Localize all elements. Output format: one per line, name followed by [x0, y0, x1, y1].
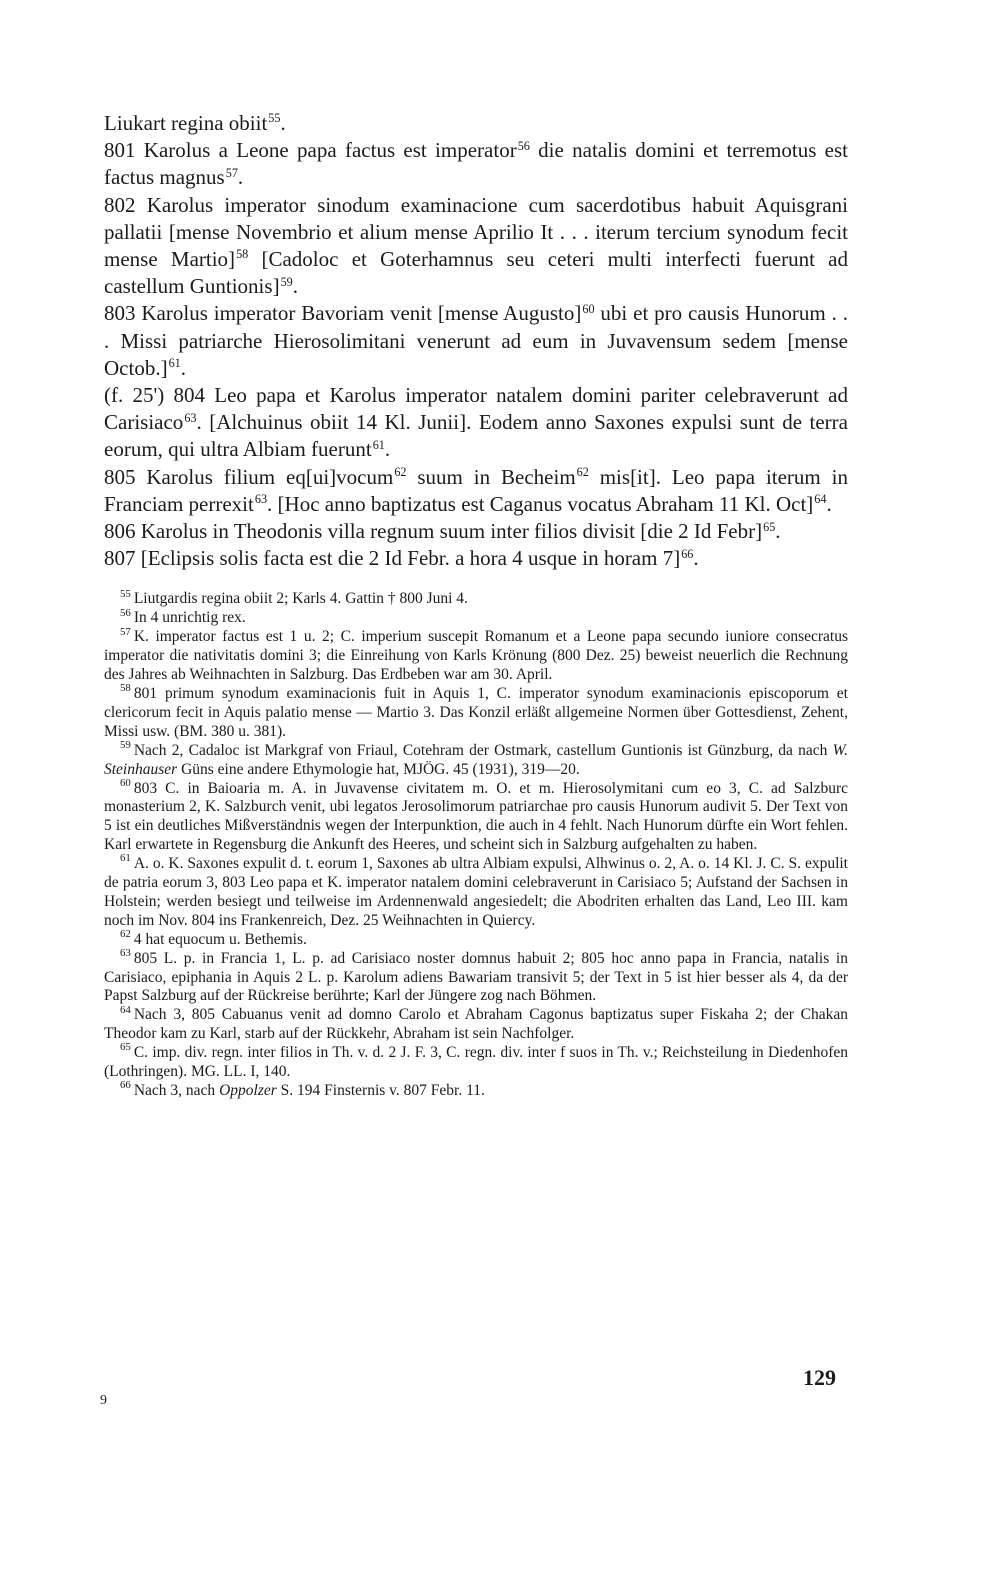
- text-run: 806 Karolus in Theodonis villa regnum suum inter filios divisit [die 2 Id Febr]: [104, 519, 763, 544]
- main-text: [104, 110, 848, 572]
- footnote-ref: 60: [120, 776, 131, 789]
- annal-entry: [104, 545, 848, 572]
- text-run: .: [280, 111, 286, 135]
- annal-entry: [104, 300, 848, 382]
- text-run: [Cadoloc et Goterhamnus seu ceteri multi interfecti fuerunt ad castellum Guntionis]: [104, 247, 849, 299]
- footnote: [104, 928, 848, 950]
- footnote-ref: 66: [120, 1079, 131, 1092]
- text-run: .: [237, 165, 244, 190]
- annal-entry: [104, 137, 848, 191]
- text-run: 4 hat equocum u. Bethemis.: [133, 930, 307, 948]
- footnote-ref: 65: [763, 519, 776, 534]
- footnote: [104, 587, 848, 609]
- footnote-ref: 65: [120, 1041, 131, 1054]
- footnote-ref: 57: [120, 625, 131, 638]
- footnote-ref: 59: [120, 738, 131, 751]
- text-run: suum in Becheim: [406, 464, 576, 489]
- footnote-ref: 61: [120, 852, 131, 865]
- footnote-ref: 62: [576, 465, 589, 480]
- footnote-ref: 59: [280, 274, 293, 289]
- text-run: A. o. K. Saxones expulit d. t. eorum 1, Saxones ab ultra Albiam expulsi, Alhwinus o. 2, A. o. 14 Kl. J. C. S. expulit de patria eorum 3, 803 Leo papa et K. imperator natalem domini celebraverunt in Carisiaco 5; Aufstand der Sachsen in Holstein; werden besiegt und teilweise im Ardennenwald angesiedelt; die Abodriten erhalten das Land, Leo III. kam noch im Nov. 804 ins Frankenreich, Dez. 25 Weihnachten in Quiercy.: [104, 855, 848, 929]
- text-run: Güns eine andere Ethymologie hat, MJÖG. 45 (1931), 319—20.: [177, 760, 580, 778]
- text-run: .: [693, 546, 699, 571]
- page-body: [104, 110, 848, 1101]
- text-run: ubi et pro causis Hunorum . . . Missi patriarche Hierosolimitani venerunt ad eum in Juvavensum sedem [mense Octob.]: [104, 301, 848, 380]
- text-run: die natalis domini et terremotus est factus magnus: [104, 138, 848, 190]
- footnotes: [104, 587, 848, 1100]
- annal-entry: [104, 464, 848, 518]
- annal-entry: [104, 518, 848, 545]
- annal-entry: [104, 382, 848, 464]
- footnote-ref: 62: [394, 465, 407, 480]
- footnote-ref: 60: [582, 301, 595, 316]
- text-run: .: [826, 491, 832, 516]
- text-run: . [Alchuinus obiit 14 Kl. Junii]. Eodem anno Saxones expulsi sunt de terra eorum, qui ultra Albiam fuerunt: [104, 410, 848, 462]
- text-run: In 4 unrichtig rex.: [133, 609, 246, 627]
- text-run: .: [180, 355, 186, 380]
- text-run: (f. 25') 804 Leo papa et Karolus imperator natalem domini pariter celebraverunt ad Carisiaco: [104, 383, 848, 435]
- text-run: .: [384, 437, 391, 462]
- text-run: 805 Karolus filium eq[ui]vocum: [104, 464, 394, 489]
- footnote-ref: 63: [254, 492, 268, 507]
- footnote: [104, 682, 848, 742]
- text-run: C. imp. div. regn. inter filios in Th. v. d. 2 J. F. 3, C. regn. div. inter f suos in Th. v.; Reichsteilung in Diedenhofen (Lothringen). MG. LL. I, 140.: [104, 1044, 848, 1081]
- footnote: [104, 606, 848, 628]
- footnote-ref: 55: [268, 111, 281, 126]
- text-run: 801 primum synodum examinacionis fuit in Aquis 1, C. imperator synodum examinacionis episcoporum et clericorum fecit in Aquis palatio mense — Martio 3. Das Konzil erläßt allgemeine Normen über Gottesdienst, Zehent, Missi usw. (BM. 380 u. 381).: [104, 684, 848, 740]
- footnote-ref: 61: [372, 437, 385, 452]
- text-run: Nach 2, Cadaloc ist Markgraf von Friaul, Cotehram der Ostmark, castellum Guntionis ist Günzburg, da nach: [133, 741, 833, 759]
- footnote-ref: 62: [120, 928, 131, 941]
- text-run: 802 Karolus imperator sinodum examinacione cum sacerdotibus habuit Aquisgrani pallatii [mense Novembrio et alium mense Aprilio It . . . iterum tercium synodum fecit mense Martio]: [104, 192, 848, 272]
- text-run: S. 194 Finsternis v. 807 Febr. 11.: [276, 1082, 485, 1100]
- text-run: Liutgardis regina obiit 2; Karls 4. Gattin † 800 Juni 4.: [133, 590, 468, 608]
- footnote-ref: 61: [168, 356, 181, 371]
- footnote-ref: 56: [120, 606, 131, 619]
- page-number: 129: [803, 1365, 836, 1390]
- footnote-ref: 57: [225, 165, 238, 180]
- footnote: [104, 1079, 848, 1101]
- text-run: mis[it]. Leo papa iterum in Franciam perrexit: [104, 464, 848, 516]
- footnote: [104, 946, 848, 1007]
- footnote-ref: 64: [814, 492, 827, 507]
- footnote-ref: 56: [517, 138, 530, 153]
- footnote: [104, 738, 848, 780]
- text-run: Liukart regina obiit: [104, 111, 268, 135]
- footnote: [104, 1041, 848, 1082]
- footnote-ref: 63: [184, 410, 197, 425]
- text-run: 803 Karolus imperator Bavoriam venit [mense Augusto]: [104, 301, 582, 326]
- text-run: Nach 3, nach: [133, 1082, 220, 1100]
- footnote-ref: 63: [120, 946, 131, 959]
- italic-name: Oppolzer: [219, 1082, 277, 1100]
- text-run: 803 C. in Baioaria m. A. in Juvavense civitatem m. O. et m. Hierosolymitani cum eo 3, C. ad Salzburc monasterium 2, K. Salzburch venit, ubi legatos Jerosolimorum patriarchae pro causis Hunorum audivit 5. Der Text von 5 ist ein deutliches Mißverständnis wegen der Interpunktion, die auch in 4 fehlt. Nach Hunorum dürfte ein Wort fehlen. Karl erwartete in Regensburg die Ankunft des Heeres, und scheint sich in Salzburg aufgehalten zu haben.: [104, 779, 848, 854]
- footnote-ref: 58: [236, 247, 249, 262]
- text-run: . [Hoc anno baptizatus est Caganus vocatus Abraham 11 Kl. Oct]: [267, 491, 814, 516]
- text-run: .: [775, 519, 781, 544]
- footnote: [104, 776, 848, 856]
- annal-entry: [104, 110, 848, 137]
- footnote: [104, 625, 848, 685]
- annal-entry: [104, 192, 848, 301]
- footnote-ref: 55: [120, 587, 131, 600]
- footnote-ref: 64: [120, 1003, 131, 1016]
- italic-name: W. Steinhauser: [104, 741, 848, 778]
- footnote-ref: 66: [681, 546, 694, 561]
- text-run: 805 L. p. in Francia 1, L. p. ad Carisiaco noster domnus habuit 2; 805 hoc anno papa in Francia, natalis in Carisiaco, epiphania in Aquis 2 L. p. Karolum adiens Bawariam transivit 5; der Text in 5 ist hier besser als 4, da der Papst Salzburg auf der Rückreise berührte; Karl der Jüngere zog nach Böhmen.: [104, 949, 848, 1005]
- footnote: [104, 852, 848, 931]
- text-run: K. imperator factus est 1 u. 2; C. imperium suscepit Romanum et a Leone papa secundo iuniore consecratus imperator die nativitatis domini 3; die Einreihung von Karls Krönung (800 Dez. 25) beweist neuerlich die Rechnung des Jahres ab Weihnachten in Salzburg. Das Erdbeben war am 30. April.: [104, 628, 848, 684]
- text-run: .: [292, 274, 298, 299]
- text-run: 801 Karolus a Leone papa factus est imperator: [104, 138, 517, 163]
- text-run: 807 [Eclipsis solis facta est die 2 Id Febr. a hora 4 usque in horam 7]: [104, 546, 681, 571]
- text-run: Nach 3, 805 Cabuanus venit ad domno Carolo et Abraham Cagonus baptizatus super Fiskaha 2; der Chakan Theodor kam zu Karl, starb auf der Rückkehr, Abraham ist sein Nachfolger.: [104, 1006, 848, 1043]
- signature-mark: 9: [100, 1393, 107, 1408]
- footnote: [104, 1003, 848, 1044]
- footnote-ref: 58: [120, 682, 131, 695]
